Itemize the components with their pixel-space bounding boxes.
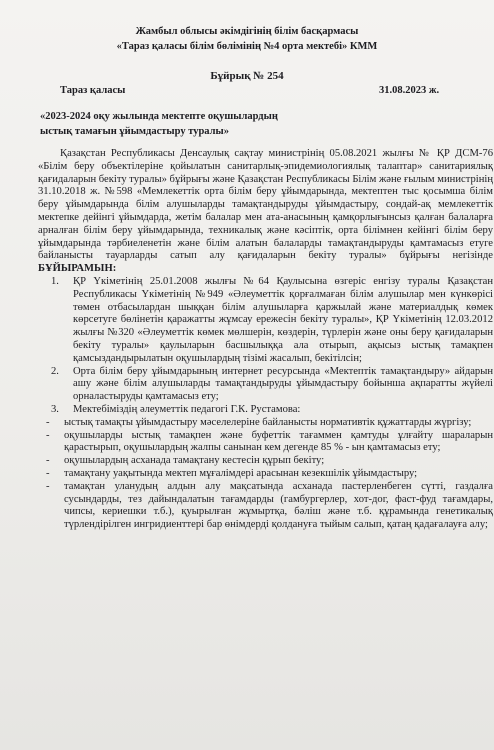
order-subitem — [38, 481, 493, 532]
order-title: Бұйрық № 254 — [210, 70, 284, 82]
order-subitems-list — [38, 417, 493, 532]
subitem-text: оқушыларды ыстық тамақпен және буфеттік тағаммен қамтуды ұлғайту шараларын қарастырып, оқушылардың жалпы санынан кем дегенде 85 % - ын қамтамасыз ету; — [64, 429, 493, 454]
order-item-text: Орта білім беру ұйымдарының интернет ресурсында «Мектептік тамақтандыру» айдарын ашу және білім алушыларды тамақтандыруды ұйымдастыру бойынша ақпаратты жүйелі орналастыруды қамтамасыз ету; — [73, 365, 493, 403]
order-item — [38, 276, 493, 366]
subitem-dash: - — [46, 416, 50, 428]
order-subject-line-2: ыстық тамағын ұйымдастыру туралы» — [40, 126, 229, 137]
order-item-number: 3. — [51, 403, 59, 415]
order-subject-line-1: «2023-2024 оқу жылында мектепте оқушылардың — [40, 111, 278, 122]
order-item-number: 1. — [51, 275, 59, 287]
order-items-list — [38, 276, 493, 417]
subitem-dash: - — [46, 455, 50, 467]
subitem-text: тамақтан уланудың алдын алу мақсатында асханада пастерленбеген сүтті, газдалға сусындарды, тез дайындалатын тағамдарды (гамбургерлер, хот-дог, фаст-фуд тағамдары, чипсы, кериешки т.б.), қуырылған жұмыртқа, бәліш және т.б. құрамында генетикалық түрлендірілген ингридиенттері бар өнімдерді қолдануға тыйым салып, қатаң қадағалауға алу; — [64, 480, 493, 531]
header-authority: Жамбыл облысы әкімдігінің білім басқармасы — [135, 26, 359, 37]
order-subitem — [38, 430, 493, 456]
order-item — [38, 404, 493, 417]
subitem-text: тамақтану уақытында мектеп мұғалімдері арасынан кезекшілік ұйымдастыру; — [64, 467, 418, 479]
subitem-dash: - — [46, 429, 50, 441]
subitem-dash: - — [46, 480, 50, 492]
order-item-text: Мектебіміздің әлеуметтік педагогі Г.К. Рустамова: — [73, 403, 301, 415]
header-school: «Тараз қаласы білім бөлімінің №4 орта мектебі» КММ — [116, 41, 378, 52]
subitem-dash: - — [46, 467, 50, 479]
order-item — [38, 366, 493, 404]
order-body — [38, 148, 493, 532]
preamble-emphasis: БҰЙЫРАМЫН: — [38, 263, 117, 275]
order-subitem — [38, 455, 493, 468]
subitem-text: оқушылардың асханада тамақтану кестесін құрып бекіту; — [64, 455, 325, 467]
order-item-text: ҚР Үкіметінің 25.01.2008 жылғы №64 Қаулысына өзгеріс енгізу туралы Қазақстан Республикасы Үкіметінің №949 «Әлеуметтік қорғалмаған білім алушылар мен күнкөрісі төмен отбасылардан шыққан білім алушыларға қаржылай және материалдық көмек көрсетуге бөлінетін қаражатты жұмсау ережесін бекіту туралы», ҚР Үкіметінің 12.03.2012 жылғы №320 «Әлеуметтік көмек мөлшерін, көздерін, түрлерін және оны беру қағидаларын бекіту туралы» қаулыларын басшылыққа ала отырып, ақысыз ыстық тамақпен қамсыздандырылатын оқушылардың тізімі жасалып, бекітілсін; — [73, 275, 493, 364]
preamble-paragraph — [38, 148, 493, 276]
order-subitem — [38, 468, 493, 481]
order-city: Тараз қаласы — [60, 85, 126, 96]
order-date: 31.08.2023 ж. — [379, 85, 440, 96]
order-item-number: 2. — [51, 365, 59, 377]
subitem-text: ыстық тамақты ұйымдастыру мәселелеріне байланысты нормативтік құжаттарды жүргізу; — [64, 416, 472, 428]
preamble-text: Қазақстан Республикасы Денсаулық сақтау министрінің 05.08.2021 жылғы № ҚР ДСМ-76 «Білім беру объектілеріне қойылатын санитарлық-эпидемиологиялық талаптар» санитариялық қағидаларын бекіту туралы» бұйрығы және Қазақстан Республикасы Білім және ғылым министрінің 31.10.2018 ж. №598 «Мемлекеттік орта білім беру ұйымдарында, мектептен тыс қосымша білім беру ұйымдарында білім алушыларды тамақтандыруды ұйымдастыру, сондай-ақ мемлекеттік мектепке дейінгі ұйымдарда, жетім балалар мен ата-анасының қамқорлығынсыз қалған балаларға арналған білім беру ұйымдарында, техникалық және кәсіптік, орта білімнен кейінгі білім беру ұйымдарында тәрбиеленетін және білім алатын балаларды тамақтандыруды қамтамасыз етуге байланысты тауарларды сатып алу қағидаларын бекіту туралы» бұйрығы негізінде — [38, 148, 493, 262]
order-subitem — [38, 417, 493, 430]
